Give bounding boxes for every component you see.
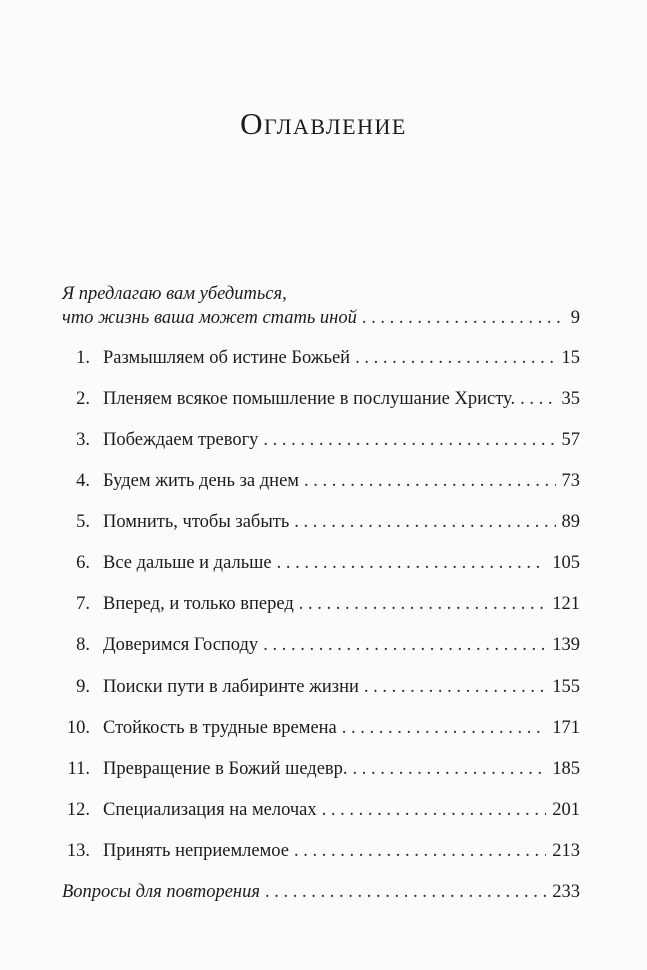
toc-entry-chapter-1[interactable] — [54, 346, 580, 370]
leader-dots — [362, 306, 565, 330]
toc-entry-chapter-6[interactable] — [54, 551, 580, 575]
toc-entry-chapter-5[interactable] — [54, 510, 580, 534]
toc-entry-chapter-2[interactable] — [54, 387, 580, 411]
leader-dots — [263, 428, 555, 452]
chapter-number: 6. — [76, 553, 90, 573]
chapter-title: Все дальше и дальше — [103, 553, 272, 573]
leader-dots — [294, 510, 555, 534]
toc-entry-chapter-7[interactable] — [54, 592, 580, 616]
leader-dots — [355, 346, 555, 370]
chapter-number: 13. — [66, 841, 90, 861]
leader-dots — [277, 551, 547, 575]
chapter-number: 10. — [66, 718, 90, 738]
page-number: 201 — [552, 800, 580, 820]
chapter-number: 8. — [76, 635, 90, 655]
leader-dots — [322, 798, 547, 822]
chapter-number: 3. — [76, 430, 90, 450]
review-title: Вопросы для повторения — [62, 882, 260, 902]
page-number: 9 — [570, 308, 580, 328]
chapter-title: Стойкость в трудные времена — [103, 718, 337, 738]
chapter-number: 2. — [76, 389, 90, 409]
chapter-number: 1. — [76, 348, 90, 368]
toc-entry-chapter-13[interactable] — [54, 839, 580, 863]
chapter-title: Доверимся Господу — [103, 635, 259, 655]
chapter-title: Размышляем об истине Божьей — [103, 348, 351, 368]
leader-dots — [294, 839, 546, 863]
page-number: 139 — [552, 635, 580, 655]
toc-entry-review[interactable] — [62, 880, 580, 904]
chapter-number: 11. — [67, 759, 90, 779]
page-number: 89 — [561, 512, 580, 532]
chapter-number: 7. — [76, 594, 90, 614]
leader-dots — [304, 469, 556, 493]
chapter-number: 12. — [66, 800, 90, 820]
page-number: 233 — [552, 882, 580, 902]
intro-title-line1: Я предлагаю вам убедиться, — [62, 284, 287, 304]
leader-dots — [263, 633, 546, 657]
leader-dots — [265, 880, 546, 904]
chapter-title: Превращение в Божий шедевр. — [103, 759, 348, 779]
page-number: 105 — [552, 553, 580, 573]
page-number: 15 — [561, 348, 580, 368]
chapter-number: 9. — [76, 677, 90, 697]
toc-entry-chapter-4[interactable] — [54, 469, 580, 493]
toc-entry-chapter-10[interactable] — [54, 716, 580, 740]
chapter-title: Специализация на мелочах — [103, 800, 317, 820]
page-number: 185 — [552, 759, 580, 779]
chapter-title: Вперед, и только вперед — [103, 594, 294, 614]
page-title: Оглавление — [240, 106, 407, 141]
intro-title-line2: что жизнь ваша может стать иной — [62, 308, 357, 328]
chapter-number: 5. — [76, 512, 90, 532]
toc-entry-chapter-9[interactable] — [54, 675, 580, 699]
page-number: 57 — [561, 430, 580, 450]
toc-entry-chapter-11[interactable] — [54, 757, 580, 781]
chapter-title: Пленяем всякое помышление в послушание Христу. — [103, 389, 516, 409]
chapter-title: Поиски пути в лабиринте жизни — [103, 677, 359, 697]
page-number: 73 — [561, 471, 580, 491]
page-number: 213 — [552, 841, 580, 861]
toc-entry-chapter-12[interactable] — [54, 798, 580, 822]
leader-dots — [520, 387, 555, 411]
chapter-title: Побеждаем тревогу — [103, 430, 259, 450]
page-number: 171 — [552, 718, 580, 738]
page-number: 155 — [552, 677, 580, 697]
page-number: 35 — [561, 389, 580, 409]
chapter-title: Помнить, чтобы забыть — [103, 512, 290, 532]
toc-entry-chapter-8[interactable] — [54, 633, 580, 657]
page-number: 121 — [552, 594, 580, 614]
leader-dots — [353, 757, 547, 781]
chapter-title: Принять неприемлемое — [103, 841, 289, 861]
leader-dots — [299, 592, 546, 616]
toc-entry-intro[interactable] — [62, 306, 580, 330]
chapter-title: Будем жить день за днем — [103, 471, 299, 491]
leader-dots — [364, 675, 546, 699]
leader-dots — [342, 716, 546, 740]
toc-entry-chapter-3[interactable] — [54, 428, 580, 452]
chapter-number: 4. — [76, 471, 90, 491]
